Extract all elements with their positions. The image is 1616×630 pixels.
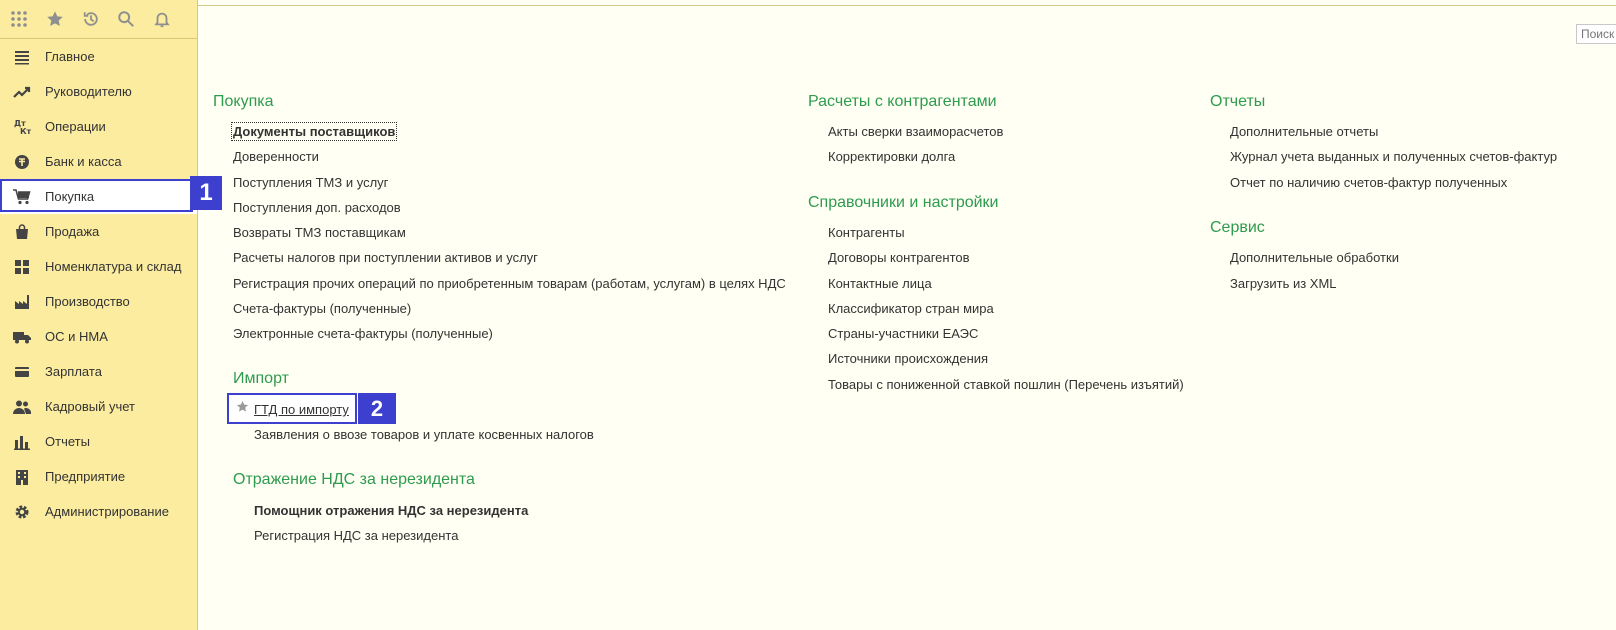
link-origin-sources[interactable]: Источники происхождения xyxy=(828,351,989,366)
menu-lines-icon xyxy=(13,48,31,66)
factory-icon xyxy=(13,293,31,311)
search-icon[interactable] xyxy=(114,7,138,31)
link-eaeu-countries[interactable]: Страны-участники ЕАЭС xyxy=(828,326,979,341)
bell-icon[interactable] xyxy=(150,7,174,31)
apps-grid-icon[interactable] xyxy=(7,7,31,31)
bar-chart-icon xyxy=(13,433,31,451)
section-label: Производство xyxy=(45,294,130,309)
heading-settlements: Расчеты с контрагентами xyxy=(808,93,997,110)
section-label: Номенклатура и склад xyxy=(45,259,182,274)
heading-service: Сервис xyxy=(1210,219,1265,236)
link-contracts[interactable]: Договоры контрагентов xyxy=(828,250,970,265)
top-divider xyxy=(198,5,1616,6)
people-icon xyxy=(13,398,31,416)
link-invoices-received[interactable]: Счета-фактуры (полученные) xyxy=(233,301,412,316)
section-label: Зарплата xyxy=(45,364,102,379)
heading-directories: Справочники и настройки xyxy=(808,194,999,211)
link-additional-processing[interactable]: Дополнительные обработки xyxy=(1230,250,1399,265)
link-invoice-availability-report[interactable]: Отчет по наличию счетов-фактур полученных xyxy=(1230,175,1508,190)
link-counterparties[interactable]: Контрагенты xyxy=(828,225,905,240)
star-icon[interactable] xyxy=(43,7,67,31)
section-label: Банк и касса xyxy=(45,154,122,169)
section-operations[interactable] xyxy=(0,109,197,144)
section-label: ОС и НМА xyxy=(45,329,108,344)
section-reports[interactable] xyxy=(0,424,197,459)
link-load-from-xml[interactable]: Загрузить из XML xyxy=(1230,276,1337,291)
link-supplier-documents[interactable]: Документы поставщиков xyxy=(233,124,396,139)
cart-icon xyxy=(13,188,31,206)
link-vat-nonresident-registration[interactable]: Регистрация НДС за нерезидента xyxy=(254,528,459,543)
heading-import: Импорт xyxy=(233,370,289,387)
heading-reports: Отчеты xyxy=(1210,93,1266,110)
debit-credit-icon xyxy=(13,118,31,136)
link-vat-other-operations[interactable]: Регистрация прочих операций по приобретенным товарам (работам, услугам) в целях НДС xyxy=(233,276,786,291)
section-label: Продажа xyxy=(45,224,100,239)
bag-icon xyxy=(13,223,31,241)
section-label: Главное xyxy=(45,49,95,64)
link-goods-receipts[interactable]: Поступления ТМЗ и услуг xyxy=(233,175,389,190)
section-label: Кадровый учет xyxy=(45,399,135,414)
link-tax-calculations[interactable]: Расчеты налогов при поступлении активов и услуг xyxy=(233,250,538,265)
section-manager[interactable] xyxy=(0,74,197,109)
link-returns-to-suppliers[interactable]: Возвраты ТМЗ поставщикам xyxy=(233,225,406,240)
link-vat-nonresident-assistant[interactable]: Помощник отражения НДС за нерезидента xyxy=(254,503,529,518)
section-label: Отчеты xyxy=(45,434,90,449)
gear-icon xyxy=(13,503,31,521)
section-enterprise[interactable] xyxy=(0,459,197,494)
link-countries-classifier[interactable]: Классификатор стран мира xyxy=(828,301,994,316)
section-bank[interactable] xyxy=(0,144,197,179)
link-reconciliation-acts[interactable]: Акты сверки взаиморасчетов xyxy=(828,124,1004,139)
section-label: Руководителю xyxy=(45,84,132,99)
section-salary[interactable] xyxy=(0,354,197,389)
link-additional-expenses[interactable]: Поступления доп. расходов xyxy=(233,200,401,215)
section-content xyxy=(198,0,1616,630)
link-contact-persons[interactable]: Контактные лица xyxy=(828,276,932,291)
annotation-marker-1: 1 xyxy=(190,176,222,210)
svg-text:Дт: Дт xyxy=(14,119,26,128)
section-administration[interactable] xyxy=(0,494,197,529)
warehouse-icon xyxy=(13,258,31,276)
section-label: Предприятие xyxy=(45,469,126,484)
section-label: Администрирование xyxy=(45,504,169,519)
history-icon[interactable] xyxy=(79,7,103,31)
wallet-icon xyxy=(13,363,31,381)
link-import-applications[interactable]: Заявления о ввозе товаров и уплате косвенных налогов xyxy=(254,427,594,442)
link-additional-reports[interactable]: Дополнительные отчеты xyxy=(1230,124,1379,139)
section-nomenclature[interactable] xyxy=(0,249,197,284)
section-label: Покупка xyxy=(45,189,95,204)
coin-icon xyxy=(13,153,31,171)
section-label: Операции xyxy=(45,119,106,134)
link-power-of-attorney[interactable]: Доверенности xyxy=(233,149,319,164)
link-debt-adjustments[interactable]: Корректировки долга xyxy=(828,149,956,164)
truck-icon xyxy=(13,328,31,346)
section-fixed-assets[interactable] xyxy=(0,319,197,354)
section-production[interactable] xyxy=(0,284,197,319)
link-customs-declarations[interactable]: ГТД по импорту xyxy=(254,402,349,417)
panel-toolbar xyxy=(0,0,197,39)
heading-vat-nonresident: Отражение НДС за нерезидента xyxy=(233,471,475,488)
search-input[interactable] xyxy=(1576,24,1616,44)
section-hr[interactable] xyxy=(0,389,197,424)
link-invoice-journal[interactable]: Журнал учета выданных и полученных счетов-фактур xyxy=(1230,149,1558,164)
annotation-marker-2: 2 xyxy=(358,393,396,424)
link-e-invoices-received[interactable]: Электронные счета-фактуры (полученные) xyxy=(233,326,493,341)
svg-text:Кт: Кт xyxy=(20,127,31,136)
section-main[interactable] xyxy=(0,39,197,74)
heading-purchase: Покупка xyxy=(213,93,274,110)
section-purchase[interactable] xyxy=(0,179,197,214)
link-reduced-duty-goods[interactable]: Товары с пониженной ставкой пошлин (Перечень изъятий) xyxy=(828,377,1184,392)
trend-icon xyxy=(13,83,31,101)
sections-panel xyxy=(0,0,198,630)
building-icon xyxy=(13,468,31,486)
favorite-star-icon[interactable] xyxy=(236,400,249,416)
section-sales[interactable] xyxy=(0,214,197,249)
section-list xyxy=(0,39,197,529)
